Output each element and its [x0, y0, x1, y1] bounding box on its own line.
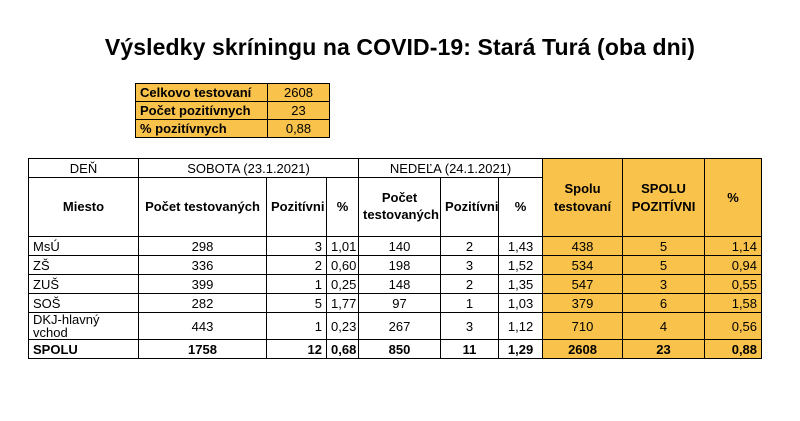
- sat-tested-header: Počet testovaných: [139, 178, 267, 237]
- sun-tested-cell: 198: [359, 256, 441, 275]
- total-tested-cell: 438: [543, 237, 623, 256]
- total-positive-cell: 23: [623, 340, 705, 359]
- sat-positive-cell: 12: [267, 340, 327, 359]
- sun-tested-header-line2: testovaných: [363, 207, 439, 222]
- total-tested-cell: 710: [543, 313, 623, 340]
- place-cell: MsÚ: [29, 237, 139, 256]
- place-cell: SPOLU: [29, 340, 139, 359]
- total-tested-cell: 547: [543, 275, 623, 294]
- total-tested-cell: 379: [543, 294, 623, 313]
- sun-positive-cell: 11: [441, 340, 499, 359]
- total-percent-cell: 1,58: [705, 294, 762, 313]
- total-positive-cell: 5: [623, 256, 705, 275]
- sat-positive-header: Pozitívni: [267, 178, 327, 237]
- total-positive-cell: 4: [623, 313, 705, 340]
- sun-positive-cell: 2: [441, 237, 499, 256]
- sat-percent-cell: 0,68: [327, 340, 359, 359]
- summary-row-percent: [136, 120, 330, 138]
- summary-row-tested: [136, 84, 330, 102]
- sun-positive-cell: 1: [441, 294, 499, 313]
- sat-percent-cell: 1,77: [327, 294, 359, 313]
- total-positive-cell: 6: [623, 294, 705, 313]
- sun-percent-cell: 1,12: [499, 313, 543, 340]
- sat-percent-header: %: [327, 178, 359, 237]
- sun-tested-cell: 140: [359, 237, 441, 256]
- sun-positive-header: Pozitívni: [441, 178, 499, 237]
- table-row: [29, 313, 762, 340]
- sun-tested-cell: 850: [359, 340, 441, 359]
- total-tested-cell: 2608: [543, 340, 623, 359]
- page-title: Výsledky skríningu na COVID-19: Stará Turá (oba dni): [104, 34, 696, 60]
- summary-label: Celkovo testovaní: [136, 84, 268, 102]
- total-tested-cell: 534: [543, 256, 623, 275]
- sun-percent-cell: 1,03: [499, 294, 543, 313]
- table-row: [29, 256, 762, 275]
- sat-tested-cell: 443: [139, 313, 267, 340]
- table-row: [29, 294, 762, 313]
- sunday-header: NEDEĽA (24.1.2021): [359, 159, 543, 178]
- sat-positive-cell: 1: [267, 313, 327, 340]
- summary-value: 0,88: [268, 120, 330, 138]
- summary-value: 2608: [268, 84, 330, 102]
- total-tested-header-line1: Spolu: [564, 180, 601, 196]
- sat-tested-cell: 336: [139, 256, 267, 275]
- sat-positive-cell: 2: [267, 256, 327, 275]
- sat-tested-cell: 282: [139, 294, 267, 313]
- total-percent-cell: 0,94: [705, 256, 762, 275]
- sun-positive-cell: 3: [441, 313, 499, 340]
- sun-positive-cell: 3: [441, 256, 499, 275]
- total-tested-header-line2: testovaní: [553, 198, 612, 214]
- sat-tested-cell: 399: [139, 275, 267, 294]
- summary-label: % pozitívnych: [136, 120, 268, 138]
- sat-percent-cell: 0,23: [327, 313, 359, 340]
- sat-tested-cell: 298: [139, 237, 267, 256]
- sun-tested-cell: 148: [359, 275, 441, 294]
- sat-percent-cell: 0,25: [327, 275, 359, 294]
- sat-percent-cell: 0,60: [327, 256, 359, 275]
- sun-tested-header-line1: Počet: [381, 190, 418, 206]
- summary-table: [135, 83, 330, 138]
- place-cell: SOŠ: [29, 294, 139, 313]
- sat-percent-cell: 1,01: [327, 237, 359, 256]
- place-cell: ZŠ: [29, 256, 139, 275]
- total-percent-cell: 0,55: [705, 275, 762, 294]
- total-positive-header-line1: SPOLU: [641, 180, 686, 196]
- total-tested-header: [543, 159, 623, 237]
- total-positive-header-line2: POZITÍVNI: [631, 198, 696, 214]
- place-header: Miesto: [29, 178, 139, 237]
- sat-positive-cell: 3: [267, 237, 327, 256]
- sat-positive-cell: 1: [267, 275, 327, 294]
- place-cell: DKJ-hlavný vchod: [29, 313, 139, 340]
- saturday-header: SOBOTA (23.1.2021): [139, 159, 359, 178]
- total-percent-cell: 0,88: [705, 340, 762, 359]
- sun-percent-cell: 1,35: [499, 275, 543, 294]
- sun-tested-header: [359, 178, 441, 237]
- total-positive-header: [623, 159, 705, 237]
- total-positive-cell: 5: [623, 237, 705, 256]
- total-percent-header: %: [705, 159, 762, 237]
- sun-percent-cell: 1,29: [499, 340, 543, 359]
- sun-percent-cell: 1,52: [499, 256, 543, 275]
- total-positive-cell: 3: [623, 275, 705, 294]
- day-header: DEŇ: [29, 159, 139, 178]
- sun-tested-cell: 267: [359, 313, 441, 340]
- summary-value: 23: [268, 102, 330, 120]
- table-row: [29, 237, 762, 256]
- summary-label: Počet pozitívnych: [136, 102, 268, 120]
- sun-percent-header: %: [499, 178, 543, 237]
- results-table: [28, 158, 762, 359]
- sun-tested-cell: 97: [359, 294, 441, 313]
- sun-positive-cell: 2: [441, 275, 499, 294]
- sat-tested-cell: 1758: [139, 340, 267, 359]
- total-percent-cell: 0,56: [705, 313, 762, 340]
- place-cell: ZUŠ: [29, 275, 139, 294]
- sat-positive-cell: 5: [267, 294, 327, 313]
- table-row: [29, 275, 762, 294]
- sun-percent-cell: 1,43: [499, 237, 543, 256]
- total-row: [29, 340, 762, 359]
- header-row-days: [29, 159, 762, 178]
- summary-row-positive: [136, 102, 330, 120]
- total-percent-cell: 1,14: [705, 237, 762, 256]
